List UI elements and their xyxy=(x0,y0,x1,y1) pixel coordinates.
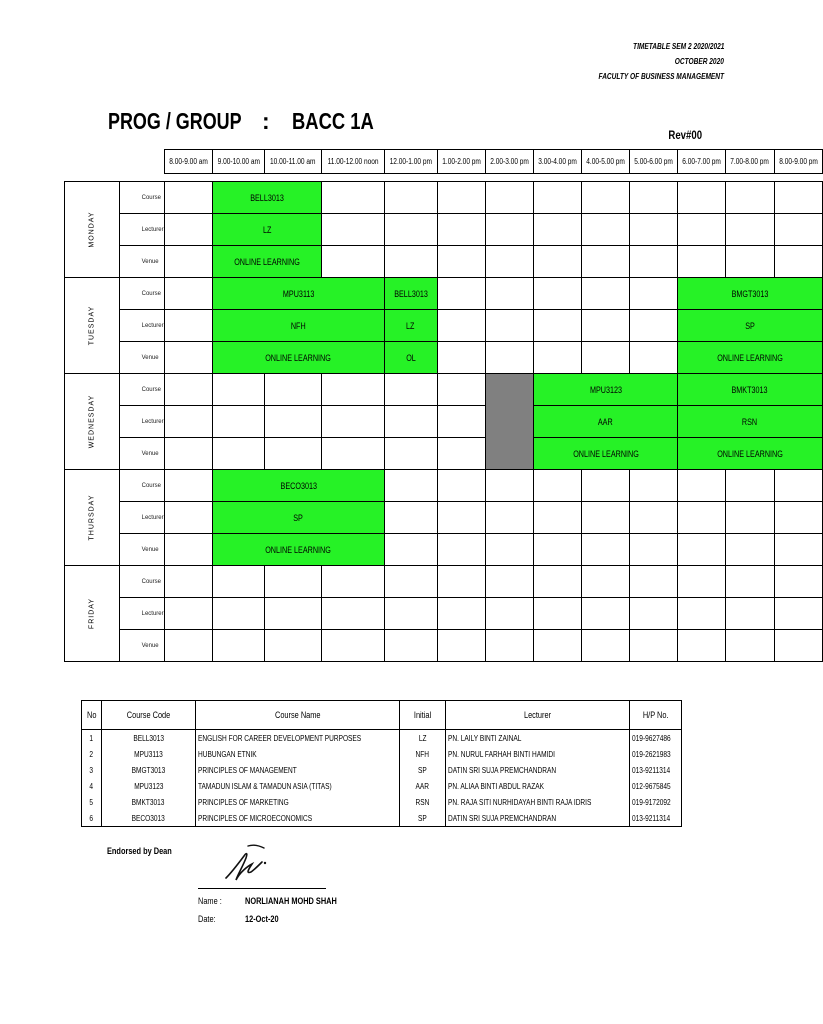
time-slot-header: 6.00-7.00 pm xyxy=(678,150,726,174)
time-slot-header: 12.00-1.00 pm xyxy=(384,150,437,174)
monday-lecturer-row xyxy=(65,214,823,246)
time-slot-header: 8.00-9.00 pm xyxy=(774,150,822,174)
time-slot-header: 11.00-12.00 noon xyxy=(321,150,384,174)
time-slot-header: 1.00-2.00 pm xyxy=(437,150,485,174)
row-initial: LZ xyxy=(418,733,427,743)
program-group-value: BACC 1A xyxy=(292,108,374,134)
row-lecturer: PN. ALIAA BINTI ABDUL RAZAK xyxy=(448,781,545,791)
faculty-name: FACULTY OF BUSINESS MANAGEMENT xyxy=(598,72,724,81)
row-course-code: BMKT3013 xyxy=(132,797,165,807)
table-row xyxy=(82,778,682,794)
time-slot-header: 9.00-10.00 am xyxy=(212,150,265,174)
monday-venue-row xyxy=(65,246,823,278)
tuesday-course-row xyxy=(65,278,823,310)
row-phone: 013-9211314 xyxy=(632,765,671,775)
day-wednesday: WEDNESDAY xyxy=(65,374,120,470)
thursday-course-row xyxy=(65,470,823,502)
monday-course-row xyxy=(65,182,823,214)
row-phone: 019-2621983 xyxy=(632,749,671,759)
row-label-venue: Venue xyxy=(119,630,164,662)
row-no: 6 xyxy=(89,813,94,823)
row-course-code: BMGT3013 xyxy=(131,765,166,775)
wednesday-lecturer-row xyxy=(65,406,823,438)
table-row xyxy=(82,762,682,778)
time-header-row xyxy=(65,150,823,174)
timetable-month: OCTOBER 2020 xyxy=(674,57,724,66)
header-course-code: Course Code xyxy=(102,701,196,730)
blocked-slot xyxy=(485,374,533,470)
monday-lecturer-cell: LZ xyxy=(212,214,321,246)
row-initial: SP xyxy=(418,765,427,775)
row-label-course: Course xyxy=(119,182,164,214)
row-label-venue: Venue xyxy=(119,342,164,374)
row-lecturer: PN. LAILY BINTI ZAINAL xyxy=(448,733,522,743)
name-label: Name : xyxy=(198,896,222,906)
thursday-venue-row xyxy=(65,534,823,566)
row-initial: RSN xyxy=(415,797,430,807)
tuesday-course-cell-a: MPU3113 xyxy=(212,278,384,310)
friday-venue-row xyxy=(65,630,823,662)
row-course-name: PRINCIPLES OF MARKETING xyxy=(198,797,289,807)
row-label-venue: Venue xyxy=(119,534,164,566)
header-no: No xyxy=(82,701,102,730)
monday-course-cell: BELL3013 xyxy=(212,182,321,214)
row-course-code: MPU3123 xyxy=(133,781,164,791)
time-slot-header: 10.00-11.00 am xyxy=(265,150,321,174)
day-friday: FRIDAY xyxy=(65,566,120,662)
row-label-course: Course xyxy=(119,470,164,502)
row-label-venue: Venue xyxy=(119,246,164,278)
time-slot-header: 4.00-5.00 pm xyxy=(581,150,629,174)
table-row xyxy=(82,746,682,762)
wednesday-course-row xyxy=(65,374,823,406)
day-tuesday: TUESDAY xyxy=(65,278,120,374)
endorsement-date: 12-Oct-20 xyxy=(245,914,279,924)
table-row xyxy=(82,794,682,810)
tuesday-venue-row xyxy=(65,342,823,374)
tuesday-venue-cell-a: ONLINE LEARNING xyxy=(212,342,384,374)
row-lecturer: PN. RAJA SITI NURHIDAYAH BINTI RAJA IDRIS xyxy=(448,797,592,807)
wednesday-lecturer-cell-b: RSN xyxy=(678,406,822,438)
tuesday-venue-cell-b: OL xyxy=(384,342,437,374)
thursday-course-cell: BECO3013 xyxy=(212,470,384,502)
program-colon: : xyxy=(262,108,270,134)
row-no: 4 xyxy=(89,781,94,791)
row-no: 2 xyxy=(89,749,94,759)
header-course-name: Course Name xyxy=(196,701,400,730)
dean-name: NORLIANAH MOHD SHAH xyxy=(245,896,337,906)
friday-course-row xyxy=(65,566,823,598)
wednesday-venue-cell-a: ONLINE LEARNING xyxy=(533,438,677,470)
row-course-name: HUBUNGAN ETNIK xyxy=(198,749,257,759)
row-course-name: PRINCIPLES OF MANAGEMENT xyxy=(198,765,297,775)
tuesday-lecturer-row xyxy=(65,310,823,342)
row-lecturer: DATIN SRI SUJA PREMCHANDRAN xyxy=(448,813,557,823)
wednesday-course-cell-a: MPU3123 xyxy=(533,374,677,406)
row-phone: 019-9627486 xyxy=(632,733,671,743)
header-initial: Initial xyxy=(400,701,446,730)
row-phone: 019-9172092 xyxy=(632,797,671,807)
time-slot-header: 2.00-3.00 pm xyxy=(485,150,533,174)
row-course-name: TAMADUN ISLAM & TAMADUN ASIA (TITAS) xyxy=(198,781,332,791)
wednesday-lecturer-cell-a: AAR xyxy=(533,406,677,438)
time-slot-header: 7.00-8.00 pm xyxy=(726,150,774,174)
header-phone: H/P No. xyxy=(630,701,682,730)
time-slot-header: 5.00-6.00 pm xyxy=(630,150,678,174)
row-label-course: Course xyxy=(119,374,164,406)
tuesday-lecturer-cell-b: LZ xyxy=(384,310,437,342)
day-monday: MONDAY xyxy=(65,182,120,278)
row-initial: AAR xyxy=(415,781,430,791)
row-label-venue: Venue xyxy=(119,438,164,470)
row-initial: SP xyxy=(418,813,427,823)
tuesday-course-cell-c: BMGT3013 xyxy=(678,278,822,310)
row-label-lecturer: Lecturer xyxy=(119,406,164,438)
row-phone: 013-9211314 xyxy=(632,813,671,823)
row-course-code: BELL3013 xyxy=(133,733,164,743)
dean-signature xyxy=(218,842,278,886)
row-course-code: BECO3013 xyxy=(131,813,166,823)
row-phone: 012-9675845 xyxy=(632,781,671,791)
tuesday-lecturer-cell-a: NFH xyxy=(212,310,384,342)
day-thursday: THURSDAY xyxy=(65,470,120,566)
table-row xyxy=(82,810,682,827)
timetable-grid xyxy=(64,149,823,662)
wednesday-course-cell-b: BMKT3013 xyxy=(678,374,822,406)
tuesday-course-cell-b: BELL3013 xyxy=(384,278,437,310)
program-group-label: PROG / GROUP xyxy=(108,108,242,134)
endorsed-by-label: Endorsed by Dean xyxy=(107,846,172,856)
row-initial: NFH xyxy=(415,749,430,759)
friday-lecturer-row xyxy=(65,598,823,630)
row-no: 1 xyxy=(89,733,94,743)
row-course-code: MPU3113 xyxy=(134,749,163,759)
thursday-venue-cell: ONLINE LEARNING xyxy=(212,534,384,566)
row-label-lecturer: Lecturer xyxy=(119,310,164,342)
row-lecturer: PN. NURUL FARHAH BINTI HAMIDI xyxy=(448,749,555,759)
row-label-course: Course xyxy=(119,278,164,310)
course-list-header xyxy=(82,701,682,730)
date-label: Date: xyxy=(198,914,216,924)
row-lecturer: DATIN SRI SUJA PREMCHANDRAN xyxy=(448,765,557,775)
row-label-course: Course xyxy=(119,566,164,598)
timetable-semester: TIMETABLE SEM 2 2020/2021 xyxy=(632,42,724,51)
revision-number: Rev#00 xyxy=(668,128,702,142)
time-slot-header: 3.00-4.00 pm xyxy=(533,150,581,174)
wednesday-venue-row xyxy=(65,438,823,470)
thursday-lecturer-row xyxy=(65,502,823,534)
thursday-lecturer-cell: SP xyxy=(212,502,384,534)
monday-venue-cell: ONLINE LEARNING xyxy=(212,246,321,278)
row-course-name: PRINCIPLES OF MICROECONOMICS xyxy=(198,813,313,823)
course-list-table xyxy=(81,700,682,827)
signature-line xyxy=(198,888,326,889)
time-slot-header: 8.00-9.00 am xyxy=(164,150,212,174)
row-label-lecturer: Lecturer xyxy=(119,502,164,534)
row-course-name: ENGLISH FOR CAREER DEVELOPMENT PURPOSES xyxy=(198,733,362,743)
tuesday-lecturer-cell-c: SP xyxy=(678,310,822,342)
header-lecturer: Lecturer xyxy=(446,701,630,730)
row-no: 3 xyxy=(89,765,94,775)
table-row xyxy=(82,730,682,747)
row-no: 5 xyxy=(89,797,94,807)
row-label-lecturer: Lecturer xyxy=(119,598,164,630)
wednesday-venue-cell-b: ONLINE LEARNING xyxy=(678,438,822,470)
tuesday-venue-cell-c: ONLINE LEARNING xyxy=(678,342,822,374)
row-label-lecturer: Lecturer xyxy=(119,214,164,246)
